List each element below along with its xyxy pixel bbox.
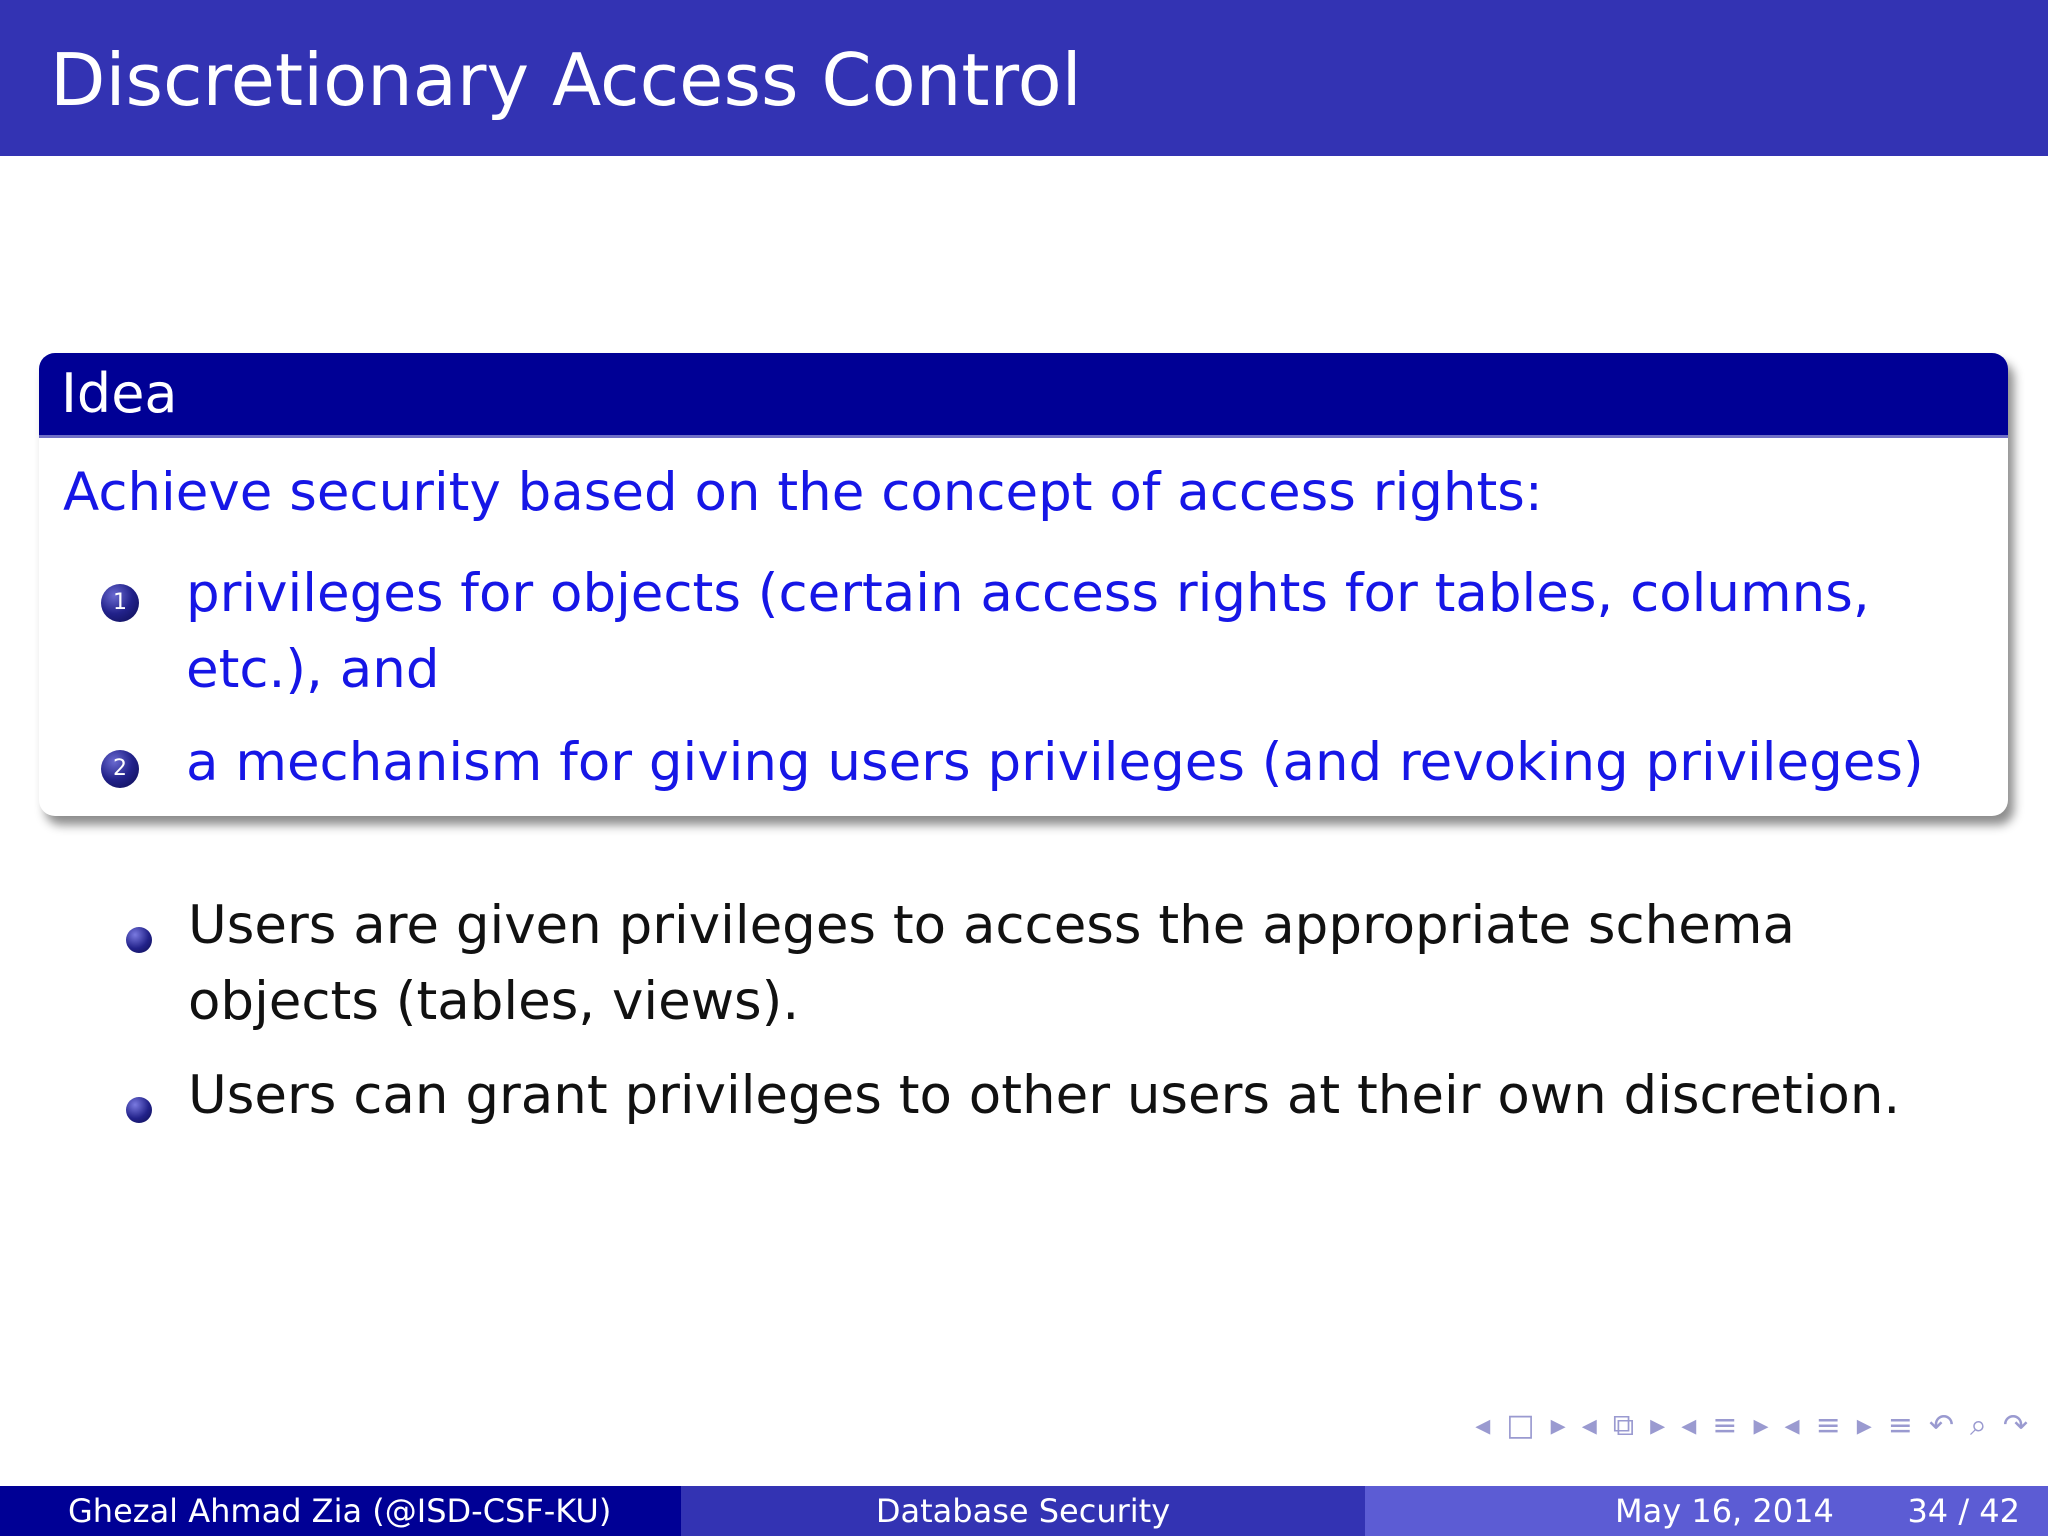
footer-date: May 16, 2014 [1615,1492,1834,1530]
footer-title: Database Security [681,1486,1365,1536]
nav-next-subsection-icon[interactable]: ▸ [1650,1407,1666,1443]
nav-prev-subsection-icon[interactable]: ◂ [1581,1407,1597,1443]
footer-date-page [1365,1486,2048,1536]
footer-page-number: 34 / 42 [1907,1492,2020,1530]
nav-search-icon[interactable]: ⌕ [1970,1407,1987,1443]
enum-text-1: privileges for objects (certain access rights for tables, columns, etc.), and [186,563,1870,700]
block-intro: Achieve security based on the concept of access rights: [63,462,1543,523]
idea-block [39,353,2008,816]
bullet-marker-icon [126,1097,152,1123]
slide-title: Discretionary Access Control [50,38,1082,122]
nav-prev-section-icon[interactable]: ◂ [1681,1407,1697,1443]
nav-section-icon[interactable]: ≡ [1712,1407,1738,1443]
slide-title-bar [0,0,2048,156]
nav-doc-icon[interactable]: ≡ [1815,1407,1841,1443]
bullet-marker-icon [126,927,152,953]
nav-frame-icon[interactable]: □ [1506,1407,1535,1443]
enum-text-2: a mechanism for giving users privileges (and revoking privileges) [186,732,1924,793]
nav-next-section-icon[interactable]: ▸ [1753,1407,1769,1443]
nav-appendix-icon[interactable]: ≡ [1887,1407,1913,1443]
enum-number-1: 1 [101,584,139,622]
nav-next-frame-icon[interactable]: ▸ [1550,1407,1566,1443]
footer-author: Ghezal Ahmad Zia (@ISD-CSF-KU) [0,1486,681,1536]
bullet-text-1: Users are given privileges to access the appropriate schema objects (tables, views). [188,895,1795,1032]
nav-subsection-icon[interactable]: ⧉ [1612,1407,1635,1443]
block-title: Idea [39,353,2008,438]
nav-prev-frame-icon[interactable]: ◂ [1475,1407,1491,1443]
nav-back-icon[interactable]: ↶ [1928,1407,1955,1443]
enum-number-2: 2 [101,750,139,788]
nav-next-doc-icon[interactable]: ▸ [1856,1407,1872,1443]
nav-forward-icon[interactable]: ↷ [2002,1407,2028,1443]
beamer-navigation [1475,1400,2028,1450]
nav-prev-doc-icon[interactable]: ◂ [1784,1407,1800,1443]
bullet-text-2: Users can grant privileges to other users at their own discretion. [188,1065,1901,1126]
slide-footer [0,1486,2048,1536]
